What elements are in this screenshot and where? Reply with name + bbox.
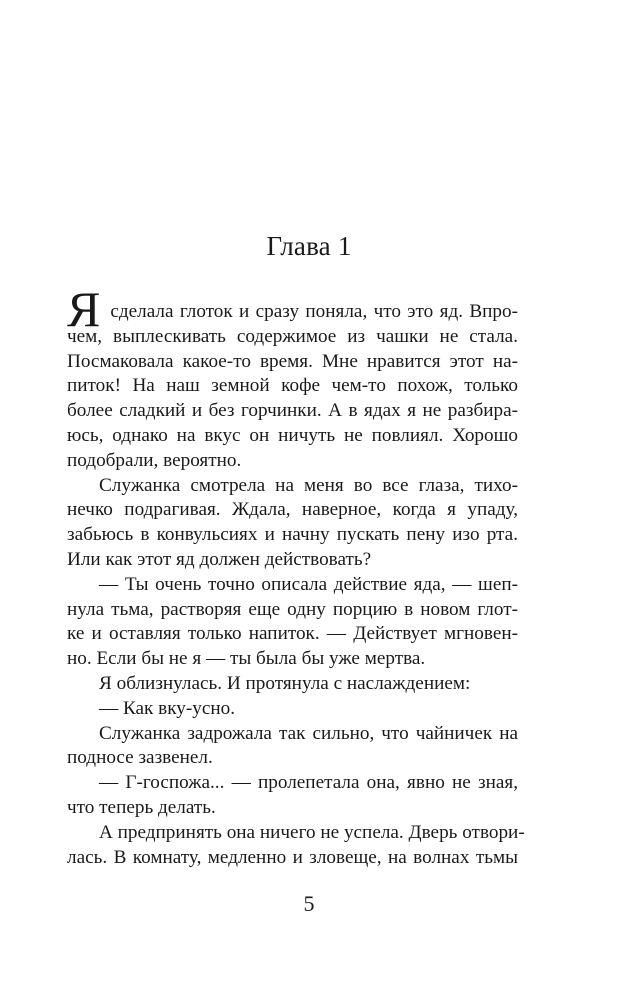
text-line: — Как вку-усно. [99, 697, 236, 719]
text-line: А предпринять она ничего не успела. Дверь отвори- [99, 821, 525, 843]
text-line: но. Если бы не я — ты была бы уже мертва. [67, 648, 426, 670]
chapter-title: Глава 1 [266, 231, 352, 261]
text-line: питок! На наш земной кофе чем-то похож, только [67, 375, 518, 397]
text-line: Я облизнулась. И протянула с наслаждением: [99, 672, 471, 694]
text-line: подобрали, вероятно. [67, 449, 242, 471]
text-line: что теперь делать. [67, 796, 216, 818]
text-line: Посмаковала какое-то время. Мне нравится этот на- [67, 350, 518, 372]
text-line: нула тьма, растворяя еще одну порцию в новом глот- [67, 598, 518, 620]
body-lines [67, 325, 525, 871]
first-line-text: сделала глоток и сразу поняла, что это яд. Впро- [110, 301, 518, 322]
text-line: Или как этот яд должен действовать? [67, 548, 372, 570]
text-line: забьюсь в конвульсиях и начну пускать пену изо рта. [67, 524, 518, 546]
text-line: подносе зазвенел. [67, 747, 213, 769]
text-line: нечко подрагивая. Ждала, наверное, когда я упаду, [67, 499, 518, 521]
text-line: — Г-госпожа... — пролепетала она, явно не зная, [99, 772, 518, 794]
text-line: Служанка задрожала так сильно, что чайничек на [99, 722, 518, 744]
text-line: Служанка смотрела на меня во все глаза, тихо- [99, 474, 518, 496]
page-number: 5 [303, 891, 315, 916]
text-line: более сладкий и без горчинки. А в ядах я не разбира- [67, 400, 518, 422]
chapter-body [67, 280, 525, 870]
text-line: — Ты очень точно описала действие яда, — шеп- [99, 573, 518, 595]
text-line: юсь, однако на вкус он ничуть не повлиял. Хорошо [67, 424, 518, 446]
text-line: чем, выплескивать содержимое из чашки не стала. [67, 325, 518, 347]
text-line: ке и оставляя только напиток. — Действует мгновен- [67, 623, 518, 645]
drop-cap: Я [67, 280, 101, 337]
text-line: лась. В комнату, медленно и зловеще, на волнах тьмы [67, 846, 518, 868]
